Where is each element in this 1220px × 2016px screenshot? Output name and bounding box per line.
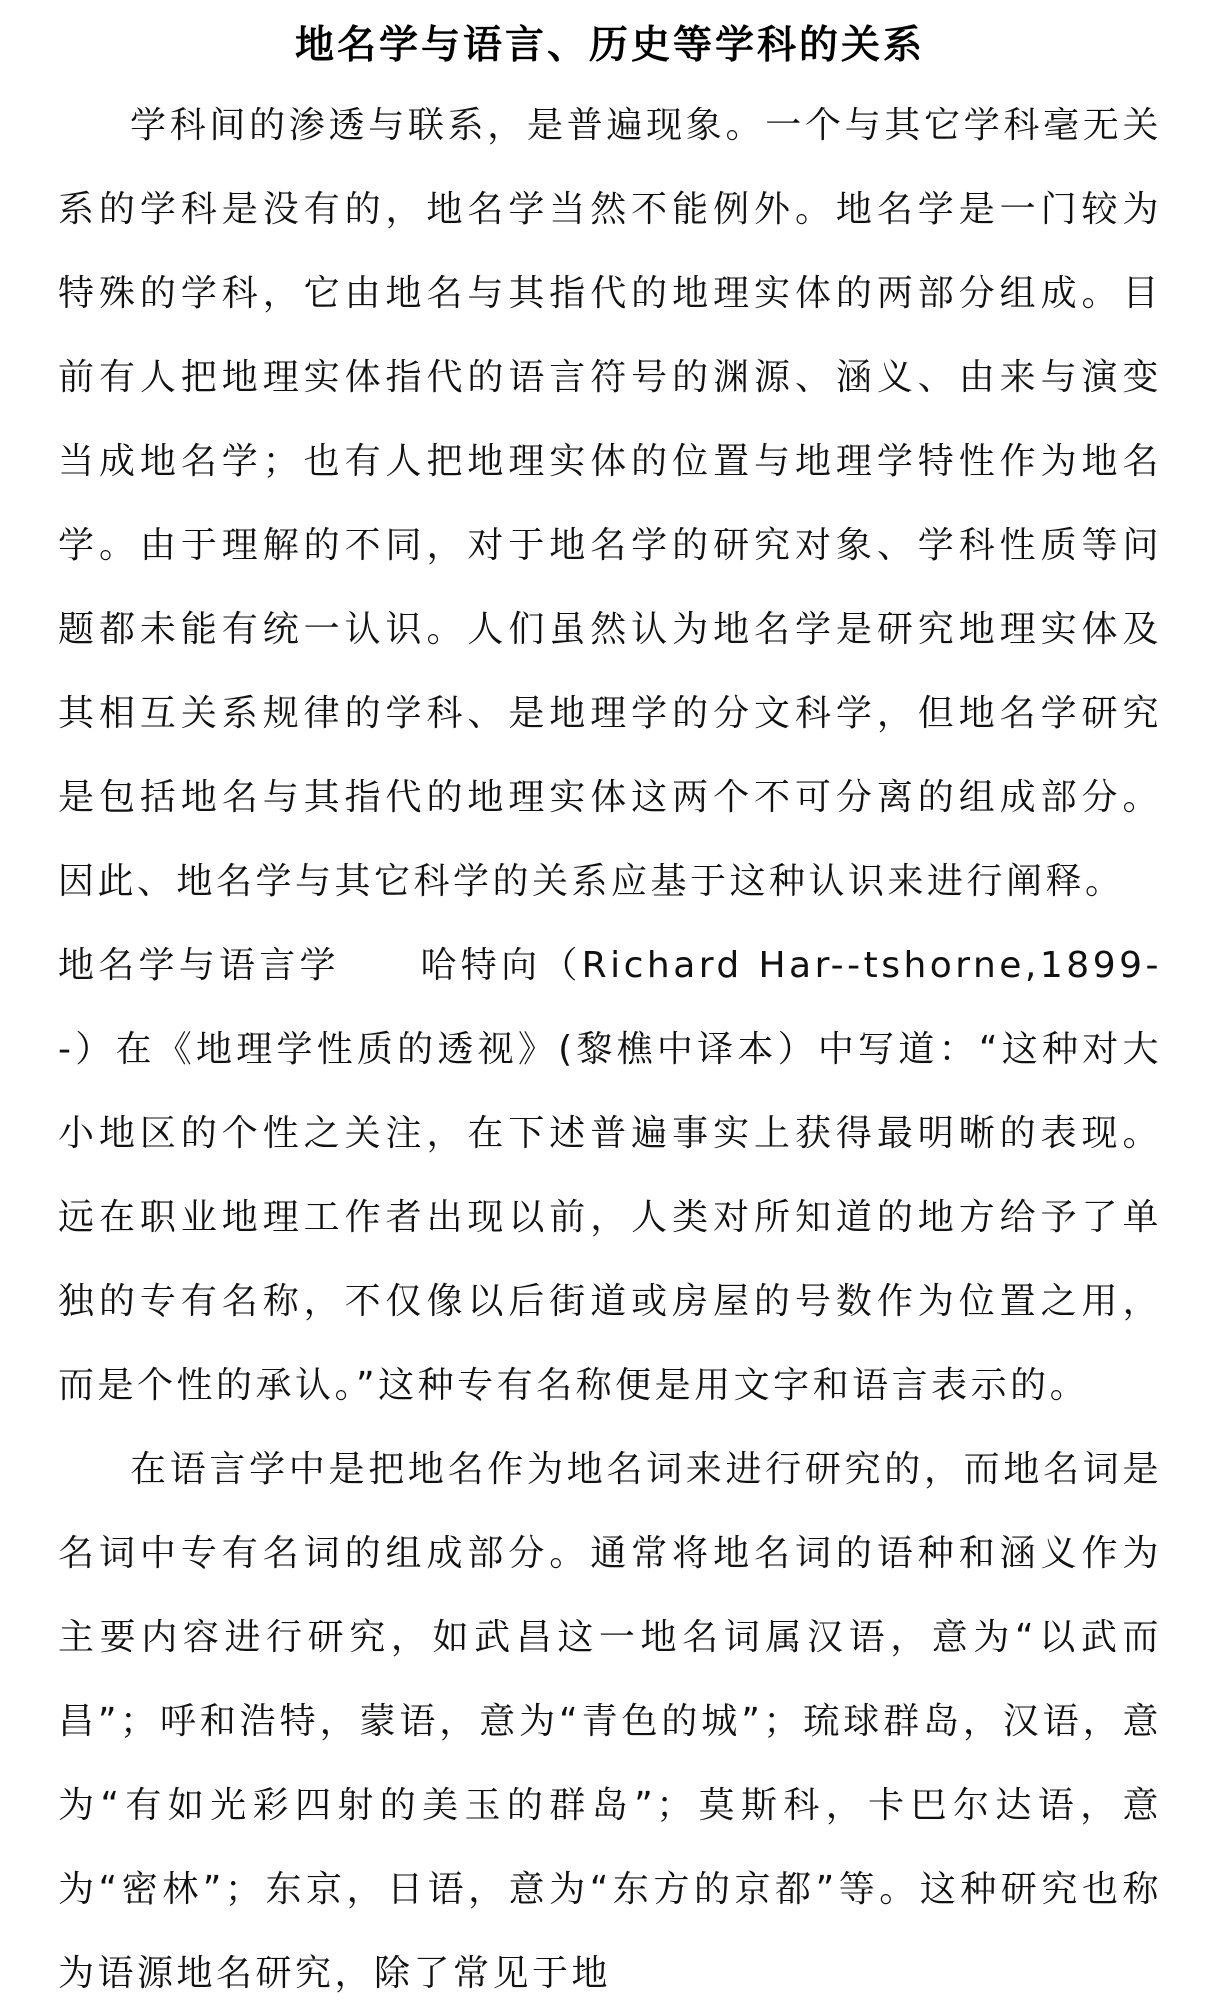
section-heading-linguistics: 地名学与语言学: [58, 945, 340, 986]
paragraph-2-text: 哈特向（Richard Har--tshorne,1899--）在《地理学性质的透视》(黎樵中译本）中写道：“这种对大小地区的个性之关注，在下述普遍事实上获得最明晰的表现。远在职业地理工作者出现以前，人类对所知道的地方给予了单独的专有名称，不仅像以后街道或房屋的号数作为位置之用，而是个性的承认。”这种专有名称便是用文字和语言表示的。: [58, 945, 1162, 1406]
paragraph-3: 在语言学中是把地名作为地名词来进行研究的，而地名词是名词中专有名词的组成部分。通常将地名词的语种和涵义作为主要内容进行研究，如武昌这一地名词属汉语，意为“以武而昌”；呼和浩特，蒙语，意为“青色的城”；琉球群岛，汉语，意为“有如光彩四射的美玉的群岛”；莫斯科，卡巴尔达语，意为“密林”；东京，日语，意为“东方的京都”等。这种研究也称为语源地名研究，除了常见于地: [58, 1449, 1162, 1994]
document-title: 地名学与语言、历史等学科的关系: [294, 22, 925, 68]
paragraph-1: 学科间的渗透与联系，是普遍现象。一个与其它学科毫无关系的学科是没有的，地名学当然不能例外。地名学是一门较为特殊的学科，它由地名与其指代的地理实体的两部分组成。目前有人把地理实体指代的语言符号的渊源、涵义、由来与演变当成地名学；也有人把地理实体的位置与地理学特性作为地名学。由于理解的不同，对于地名学的研究对象、学科性质等问题都未能有统一认识。人们虽然认为地名学是研究地理实体及其相互关系规律的学科、是地理学的分文科学，但地名学研究是包括地名与其指代的地理实体这两个不可分离的组成部分。因此、地名学与其它科学的关系应基于这种认识来进行阐释。: [58, 105, 1162, 902]
document-body: [58, 84, 1162, 2016]
paragraph-2: [58, 924, 1162, 1428]
